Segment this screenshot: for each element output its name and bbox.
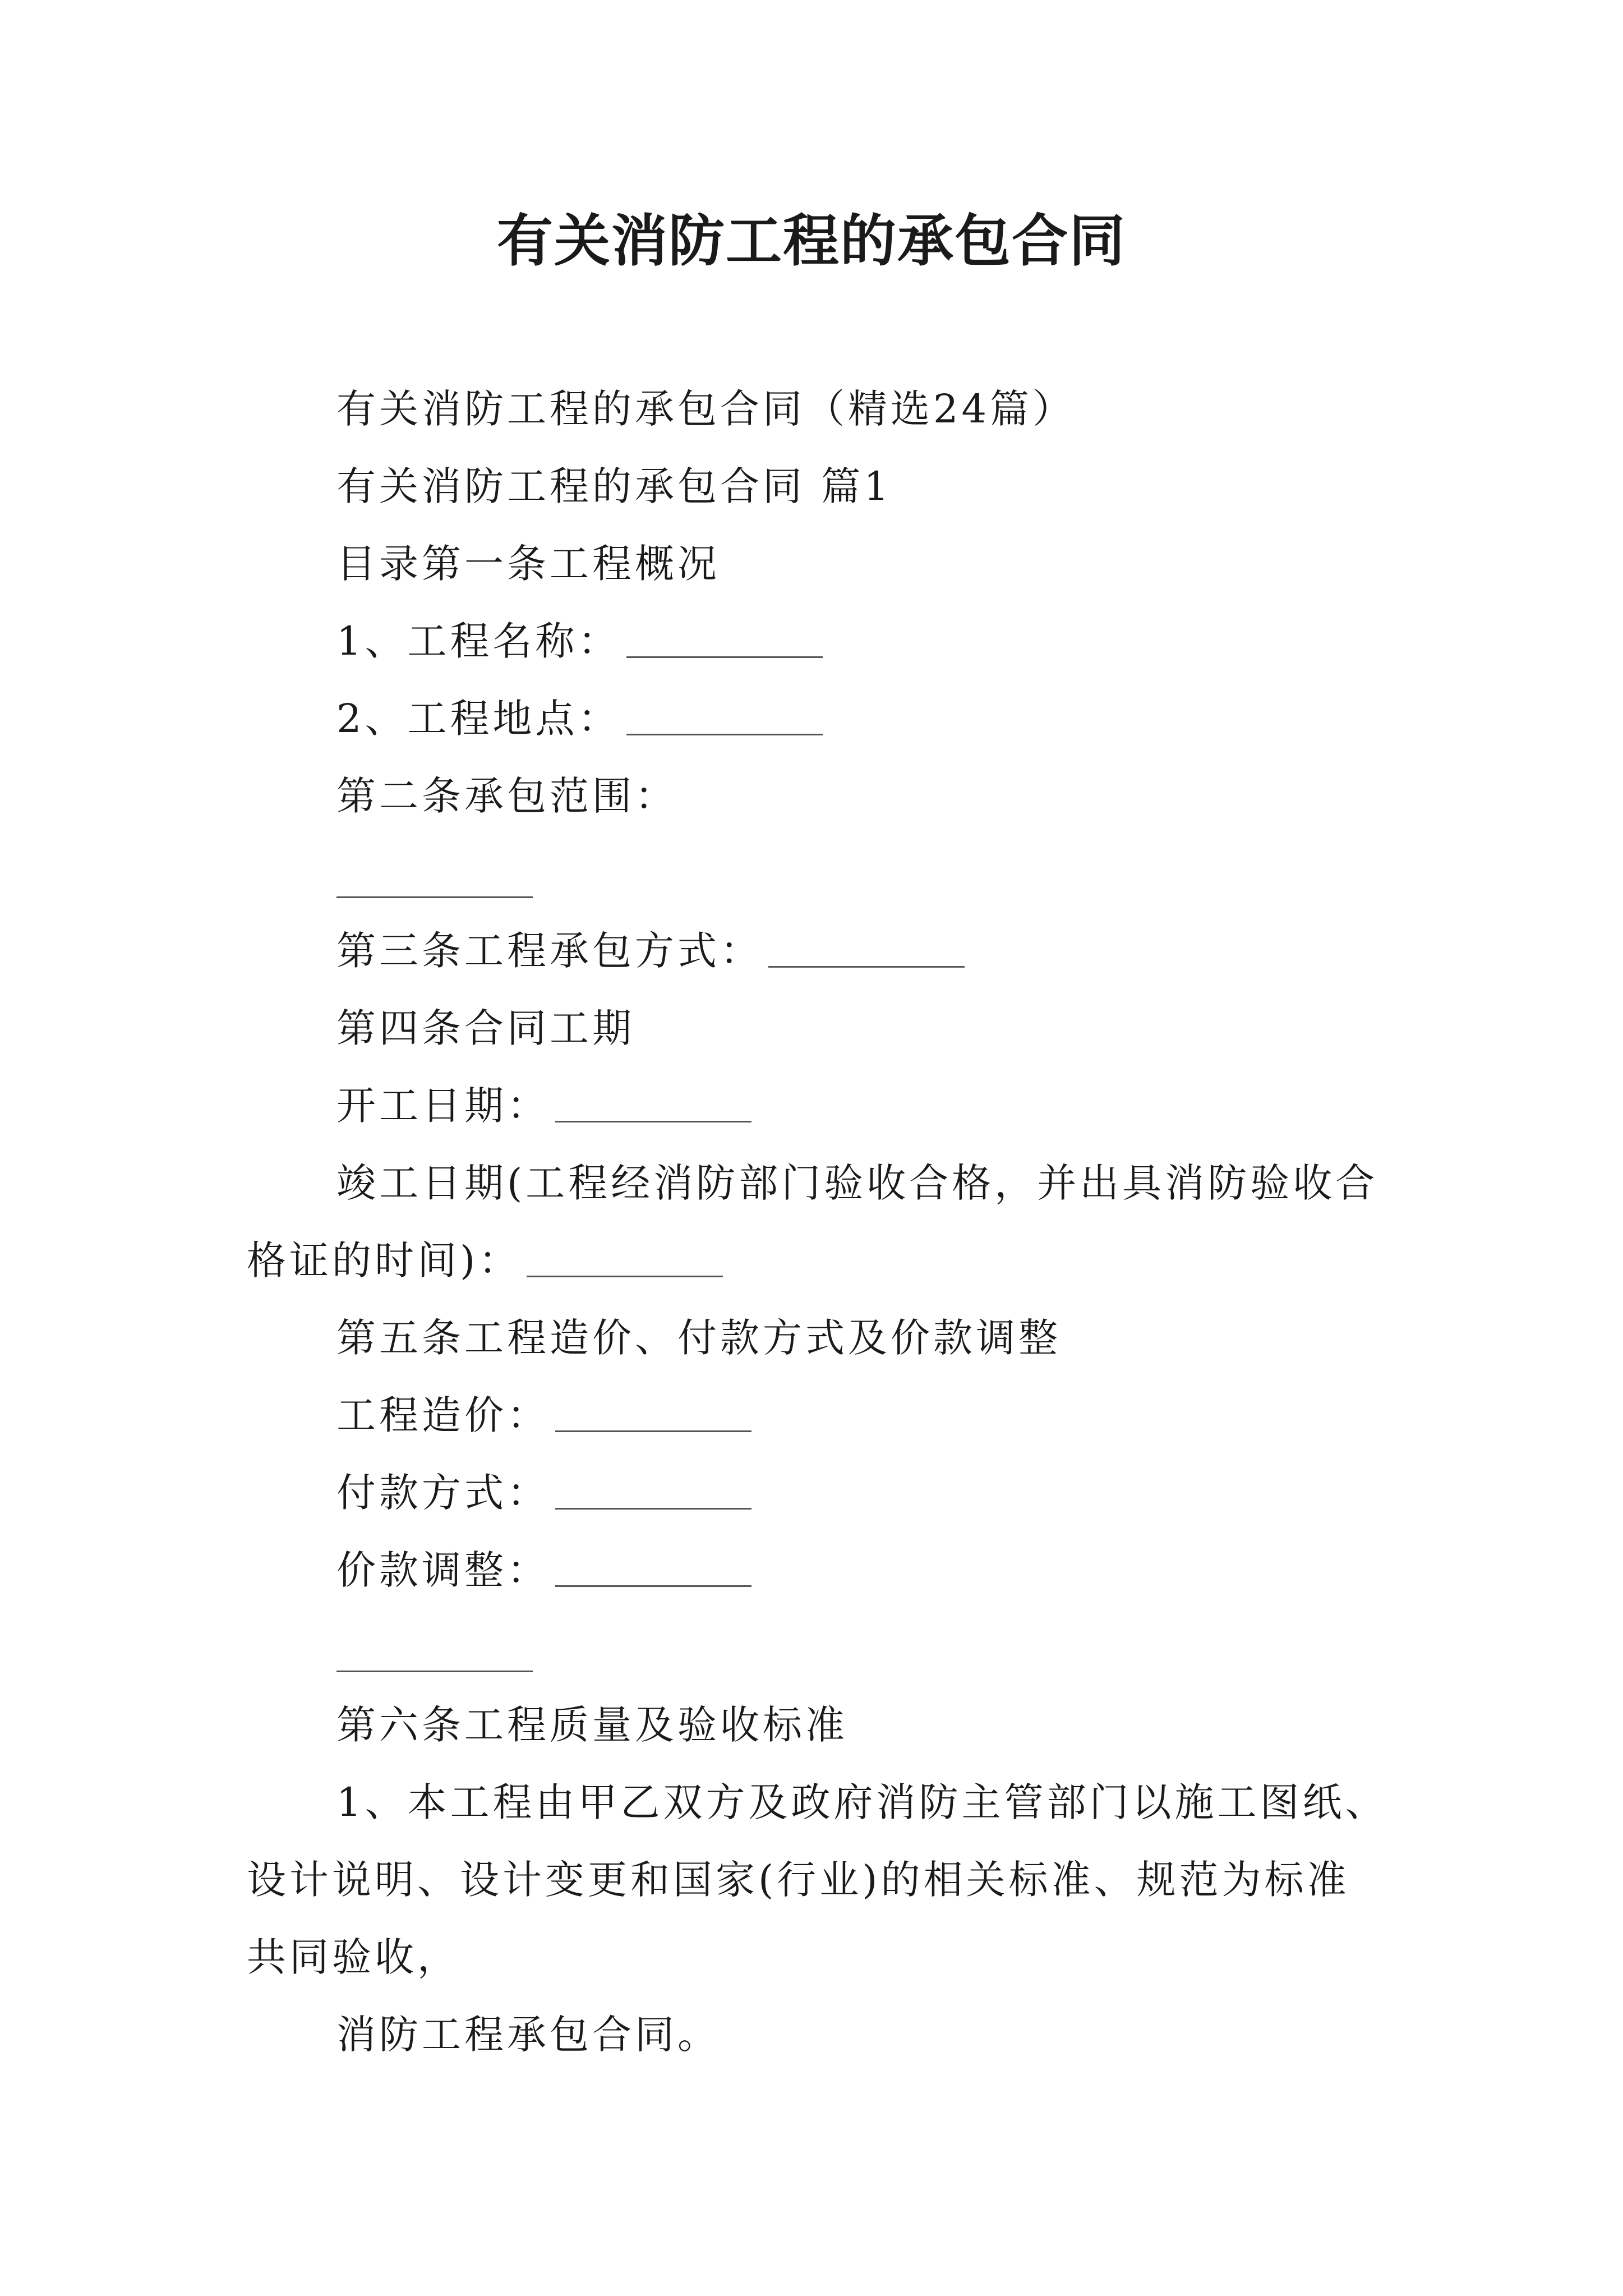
project-location-line — [247, 680, 1391, 757]
chapter-heading: 有关消防工程的承包合同 篇1 — [336, 463, 892, 509]
finish-date-blank — [527, 1236, 723, 1277]
payment-line — [247, 1454, 1391, 1531]
contract-method-blank — [768, 927, 965, 968]
finish-date-label: 竣工日期(工程经消防部门验收合格，并出具消防验收合格证的时间)： — [247, 1160, 1378, 1283]
article-2-heading: 第二条承包范围： — [336, 773, 677, 819]
article-4-heading: 第四条合同工期 — [336, 1005, 635, 1051]
cost-label: 工程造价： — [336, 1392, 550, 1438]
cost-line — [247, 1377, 1391, 1454]
payment-blank — [555, 1469, 751, 1510]
scope-blank-line — [247, 835, 1391, 912]
article-6-heading: 第六条工程质量及验收标准 — [336, 1702, 848, 1748]
closing-line: 消防工程承包合同。 — [336, 2012, 720, 2058]
document-body — [247, 370, 1391, 2073]
start-date-label: 开工日期： — [336, 1083, 550, 1129]
cost-blank — [555, 1391, 751, 1432]
start-date-line — [247, 1067, 1391, 1144]
scope-blank — [336, 857, 533, 898]
adjust-line — [247, 1531, 1391, 1609]
extra-blank-line — [247, 1609, 1391, 1686]
article-5-heading: 第五条工程造价、付款方式及价款调整 — [336, 1315, 1061, 1361]
document-title: 有关消防工程的承包合同 — [497, 208, 1126, 274]
article-3-line — [247, 912, 1391, 990]
project-location-label: 2、工程地点： — [336, 696, 621, 742]
start-date-blank — [555, 1082, 751, 1122]
subtitle-line: 有关消防工程的承包合同（精选24篇） — [336, 386, 1076, 432]
finish-date-line — [247, 1144, 1391, 1299]
payment-label: 付款方式： — [336, 1470, 550, 1516]
project-location-blank — [626, 694, 823, 735]
adjust-label: 价款调整： — [336, 1547, 550, 1593]
extra-blank — [336, 1631, 533, 1672]
project-name-blank — [626, 617, 823, 658]
project-name-label: 1、工程名称： — [336, 618, 621, 664]
clause-1-paragraph: 1、本工程由甲乙双方及政府消防主管部门以施工图纸、设计说明、设计变更和国家(行业)的相关标准、规范为标准共同验收， — [247, 1779, 1388, 1980]
project-name-line — [247, 602, 1391, 680]
article-3-label: 第三条工程承包方式： — [336, 928, 763, 974]
toc-article-1: 目录第一条工程概况 — [336, 541, 720, 587]
adjust-blank — [555, 1546, 751, 1587]
